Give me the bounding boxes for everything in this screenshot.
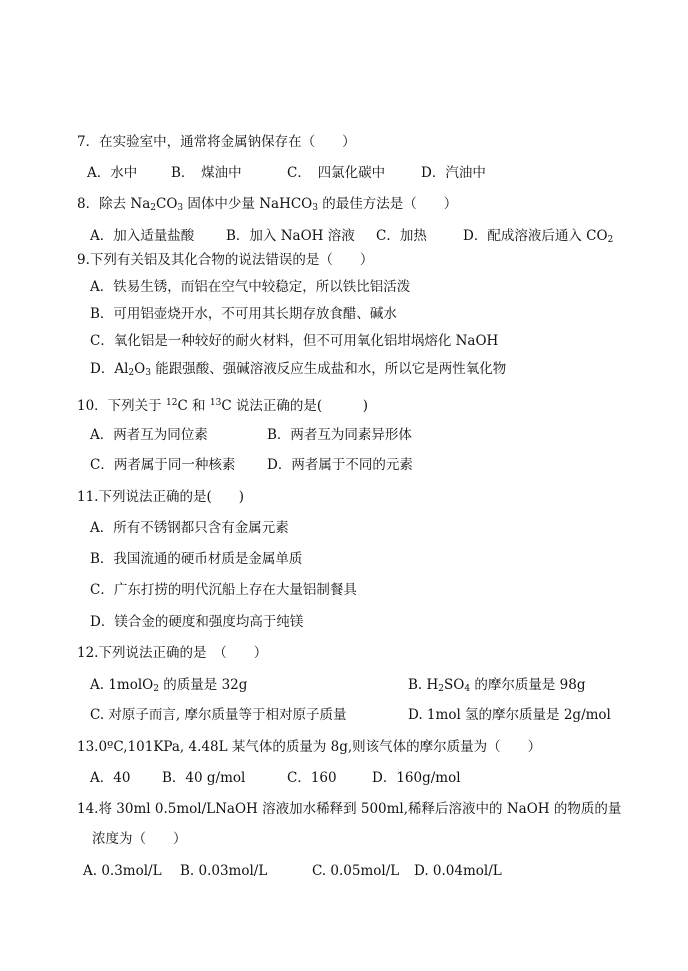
- question-10-stem: 10．下列关于 $^{12}$C 和 $^{13}$C 说法正确的是( ): [77, 398, 368, 414]
- q10-option-d: D．两者属于不同的元素: [267, 457, 413, 473]
- q11-option-a: A．所有不锈钢都只含有金属元素: [90, 520, 289, 536]
- q11-option-b: B．我国流通的硬币材质是金属单质: [90, 551, 303, 567]
- question-13-stem: 13.0ºC,101KPa, 4.48L 某气体的质量为 8g,则该气体的摩尔质量为（ ）: [77, 739, 542, 755]
- q14-option-b: B. 0.03mol/L: [180, 863, 268, 879]
- q9-option-a: A．铁易生锈，而铝在空气中较稳定，所以铁比铝活泼: [90, 279, 411, 295]
- q7-option-a: A．水中: [87, 165, 138, 181]
- question-9-stem: 9.下列有关铝及其化合物的说法错误的是（ ）: [77, 252, 374, 268]
- q9-option-d: D．$Al_2O_3$ 能跟强酸、强碱溶液反应生成盐和水，所以它是两性氧化物: [90, 361, 507, 378]
- q7-option-d: D．汽油中: [421, 165, 486, 181]
- question-14-stem-continued: 浓度为（ ）: [92, 831, 187, 847]
- q12-option-c: C. 对原子而言, 摩尔质量等于相对原子质量: [90, 707, 347, 723]
- question-7-stem: 7．在实验室中，通常将金属钠保存在（ ）: [77, 134, 356, 150]
- question-8-stem: 8．除去 $Na_2CO_3$ 固体中少量 NaHCO$_3$ 的最佳方法是（ ）: [77, 196, 458, 213]
- q10-option-c: C．两者属于同一种核素: [90, 457, 236, 473]
- q14-option-d: D. 0.04mol/L: [414, 863, 502, 879]
- q13-option-b: B．40 g/mol: [162, 770, 246, 786]
- q12-option-a: A. 1molO$_2$ 的质量是 32g: [90, 677, 248, 694]
- q10-option-a: A．两者互为同位素: [90, 427, 208, 443]
- q8-option-a: A．加入适量盐酸: [90, 228, 195, 244]
- q13-option-d: D．160g/mol: [372, 770, 461, 786]
- q10-option-b: B．两者互为同素异形体: [267, 427, 412, 443]
- question-14-stem: 14.将 30ml 0.5mol/LNaOH 溶液加水稀释到 500ml,稀释后溶液中的 NaOH 的物质的量: [77, 801, 622, 817]
- q14-option-c: C. 0.05mol/L: [312, 863, 400, 879]
- q8-option-c: C．加热: [376, 228, 427, 244]
- q7-option-c: C． 四氯化碳中: [287, 165, 386, 181]
- question-11-stem: 11.下列说法正确的是( ): [77, 489, 245, 505]
- q8-option-b: B．加入 NaOH 溶液: [226, 228, 355, 244]
- q13-option-c: C．160: [287, 770, 337, 786]
- q9-option-b: B．可用铝壶烧开水，不可用其长期存放食醋、碱水: [90, 306, 397, 322]
- question-12-stem: 12.下列说法正确的是 （ ）: [77, 645, 268, 661]
- q7-option-b: B． 煤油中: [171, 165, 242, 181]
- q12-option-b: B. $H_2SO_4$ 的摩尔质量是 98g: [408, 677, 586, 694]
- q13-option-a: A．40: [90, 770, 131, 786]
- q11-option-d: D．镁合金的硬度和强度均高于纯镁: [90, 614, 304, 630]
- q9-option-c: C．氧化铝是一种较好的耐火材料，但不可用氧化铝坩埚熔化 NaOH: [90, 333, 499, 349]
- q8-option-d: D．配成溶液后通入 $CO_2$: [463, 228, 614, 245]
- q12-option-d: D. 1mol 氢的摩尔质量是 2g/mol: [408, 707, 611, 723]
- q14-option-a: A. 0.3mol/L: [83, 863, 162, 879]
- q11-option-c: C．广东打捞的明代沉船上存在大量铝制餐具: [90, 582, 357, 598]
